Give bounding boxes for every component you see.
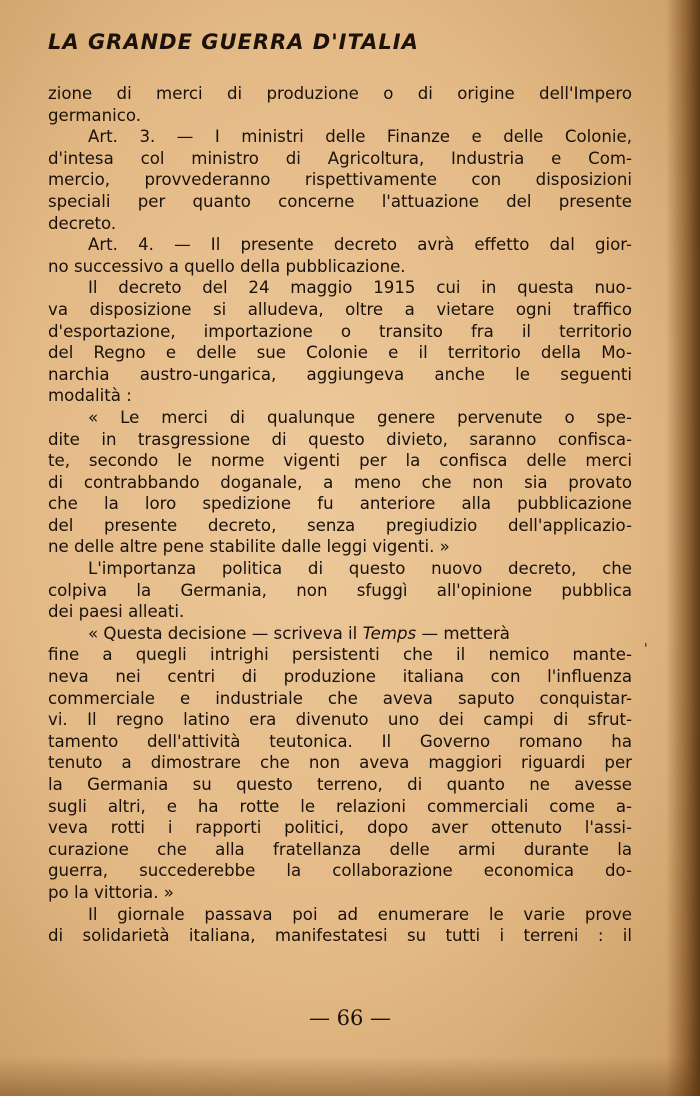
text-line: sugli altri, e ha rotte le relazioni commerciali come a- <box>48 796 632 816</box>
text-line: no successivo a quello della pubblicazione. <box>48 256 406 276</box>
text-line: del Regno e delle sue Colonie e il territorio della Mo- <box>48 343 632 363</box>
text-line: mercio, provvederanno rispettivamente con disposizioni <box>48 170 632 190</box>
text-run: — metterà <box>416 623 510 643</box>
text-line: di contrabbando doganale, a meno che non sia provato <box>48 472 632 492</box>
text-line: decreto. <box>48 213 117 233</box>
text-line: colpiva la Germania, non sfuggì all'opinione pubblica <box>48 580 632 600</box>
text-line: speciali per quanto concerne l'attuazione del presente <box>48 191 632 211</box>
text-line: dite in trasgressione di questo divieto, saranno confisca- <box>48 429 632 449</box>
text-line: modalità : <box>48 386 132 406</box>
text-line: del presente decreto, senza pregiudizio dell'applicazio- <box>48 515 632 535</box>
text-line: fine a quegli intrighi persistenti che il nemico mante- <box>48 645 632 665</box>
page-body <box>48 83 632 947</box>
text-line: commerciale e industriale che aveva saputo conquistar- <box>48 688 632 708</box>
text-line: guerra, succederebbe la collaborazione economica do- <box>48 861 632 881</box>
page-bottom-shadow <box>0 1056 700 1096</box>
text-line: Art. 3. — I ministri delle Finanze e delle Colonie, <box>88 127 632 147</box>
text-line: veva rotti i rapporti politici, dopo aver ottenuto l'assi- <box>48 818 632 838</box>
newspaper-title: Temps <box>362 623 417 643</box>
text-line: d'intesa col ministro di Agricoltura, Industria e Com- <box>48 148 632 168</box>
text-line: L'importanza politica di questo nuovo decreto, che <box>88 559 632 579</box>
text-line: vi. Il regno latino era divenuto uno dei campi di sfrut- <box>48 710 632 730</box>
text-line: ne delle altre pene stabilite dalle leggi vigenti. » <box>48 537 450 557</box>
text-line: germanico. <box>48 105 141 125</box>
text-line: curazione che alla fratellanza delle armi durante la <box>48 839 632 859</box>
text-run: « Questa decisione — scriveva il <box>88 623 363 643</box>
text-line: va disposizione si alludeva, oltre a vietare ogni traffico <box>48 299 632 319</box>
margin-mark: ' <box>644 642 648 657</box>
running-title: LA GRANDE GUERRA D'ITALIA <box>48 30 419 54</box>
page-number: — 66 — <box>308 1006 392 1030</box>
text-line: d'esportazione, importazione o transito fra il territorio <box>48 321 632 341</box>
text-line: po la vittoria. » <box>48 882 174 902</box>
text-line: zione di merci di produzione o di origine dell'Impero <box>48 84 632 103</box>
text-line-with-italic <box>48 623 632 645</box>
text-line: Il decreto del 24 maggio 1915 cui in questa nuo- <box>88 278 632 298</box>
text-line: Art. 4. — Il presente decreto avrà effetto dal gior- <box>88 235 632 255</box>
text-line: « Le merci di qualunque genere pervenute o spe- <box>88 407 632 427</box>
text-line: tamento dell'attività teutonica. Il Governo romano ha <box>48 731 632 751</box>
text-line: narchia austro-ungarica, aggiungeva anche le seguenti <box>48 364 632 384</box>
page-edge-shadow <box>666 0 700 1096</box>
text-line: la Germania su questo terreno, di quanto ne avesse <box>48 775 632 794</box>
text-line: dei paesi alleati. <box>48 602 185 622</box>
text-line: di solidarietà italiana, manifestatesi su tutti i terreni : il <box>48 926 632 946</box>
text-line: che la loro spedizione fu anteriore alla pubblicazione <box>48 494 632 514</box>
text-line: tenuto a dimostrare che non aveva maggiori riguardi per <box>48 753 632 773</box>
text-line: te, secondo le norme vigenti per la confisca delle merci <box>48 451 632 471</box>
text-line: neva nei centri di produzione italiana con l'influenza <box>48 667 632 687</box>
text-line: Il giornale passava poi ad enumerare le varie prove <box>88 904 632 924</box>
